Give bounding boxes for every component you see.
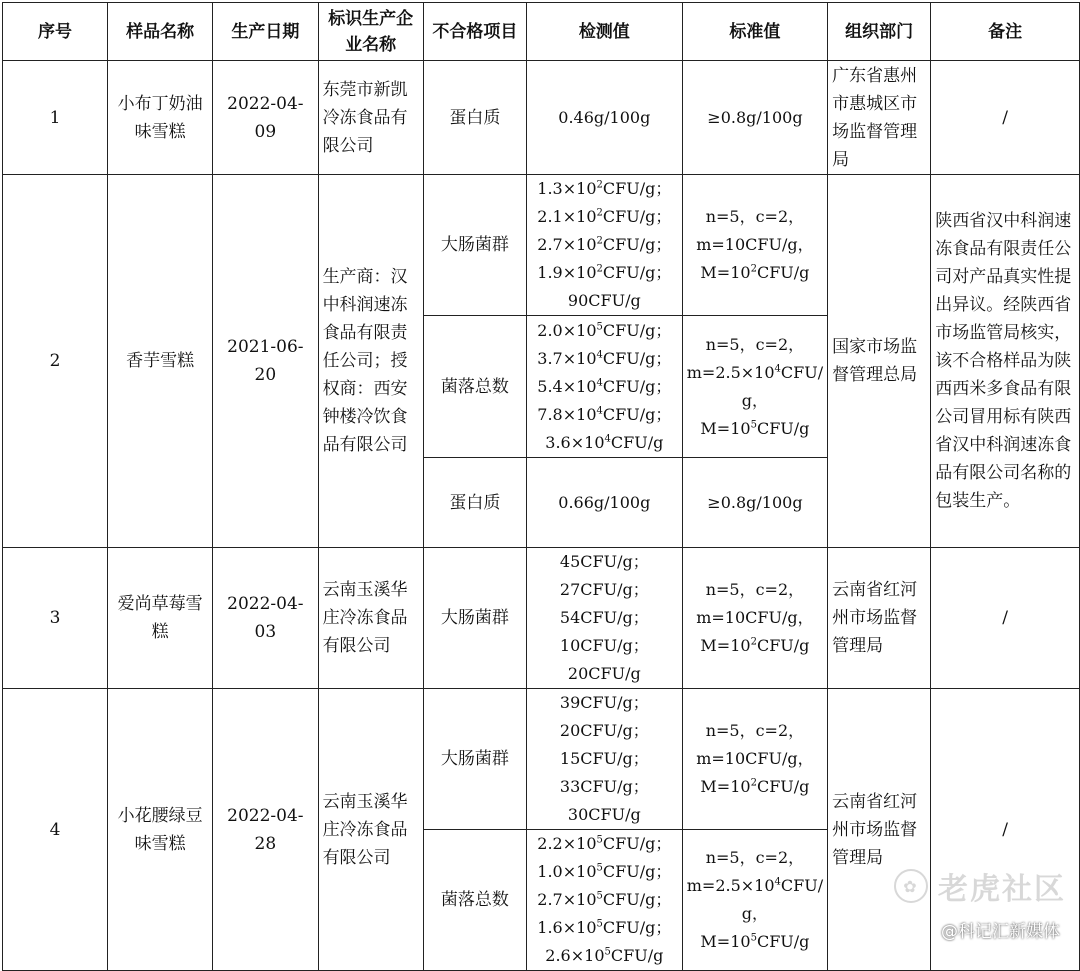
value-line: $2.2\times 10^5CFU/g$； [537,834,672,853]
organization-dept: 国家市场监督管理总局 [828,175,931,548]
value-line: 30CFU/g [567,805,641,824]
detected-value [526,548,682,689]
production-date: 2022-04-09 [213,61,318,175]
failed-item: 蛋白质 [423,458,526,548]
value-line: $1.9\times 10^2CFU/g$； [537,263,672,282]
failed-item: 大肠菌群 [423,175,526,316]
header-name: 样品名称 [108,3,213,61]
value-line: $5.4\times 10^4CFU/g$； [537,376,672,396]
standard-value [682,61,827,175]
standard-value [682,548,827,689]
production-date: 2021-06-20 [213,175,318,548]
remark: / [931,61,1080,175]
value-line: 15CFU/g； [559,749,649,768]
value-line: $3.7\times 10^4CFU/g$； [537,348,672,368]
value-line: $M=10^5CFU/g$ [700,932,810,951]
value-line: $M=10^2CFU/g$ [700,636,810,655]
value-line: $2.6\times 10^5CFU/g$ [545,946,664,965]
header-no: 序号 [3,3,108,61]
value-line: g， [741,904,769,923]
standard-value [682,689,827,830]
row-no: 3 [3,548,108,689]
value-line: $M=10^2CFU/g$ [700,263,810,282]
watermark-logo [894,864,1066,908]
value-line: m=10CFU/g， [696,608,814,627]
watermark-sub: @科记汇新媒体 [941,922,1060,942]
value-line: m=10CFU/g， [696,749,814,768]
detected-value [526,830,682,971]
failed-item: 大肠菌群 [423,689,526,830]
header-date: 生产日期 [213,3,318,61]
value-line: $2.7\times 10^5CFU/g$； [537,890,672,909]
sample-name: 小布丁奶油味雪糕 [108,61,213,175]
value-line: 33CFU/g； [559,777,649,796]
results-table [2,2,1080,971]
header-dept: 组织部门 [828,3,931,61]
production-date: 2022-04-03 [213,548,318,689]
value-line: 0.66g/100g [558,492,651,512]
detected-value [526,175,682,316]
failed-item: 菌落总数 [423,316,526,458]
header-standard: 标准值 [682,3,827,61]
value-line: 27CFU/g； [559,580,649,599]
value-line: n=5，c=2， [705,334,805,354]
value-line: 20CFU/g [567,664,641,683]
organization-dept: 云南省红河州市场监督管理局 [828,548,931,689]
value-line: m=10CFU/g， [696,235,814,254]
table-row [3,175,1080,316]
value-line: 20CFU/g； [559,721,649,740]
remark: / [931,689,1080,971]
failed-item: 菌落总数 [423,830,526,971]
value-line: $m=2.5\times 10^4CFU/$ [686,876,824,895]
detected-value [526,458,682,548]
company-name: 云南玉溪华庄冷冻食品有限公司 [318,548,423,689]
paw-icon: ✿ [894,869,928,903]
standard-value [682,458,827,548]
value-line: 39CFU/g； [559,693,649,712]
row-no: 4 [3,689,108,971]
company-name: 生产商：汉中科润速冻食品有限责任公司；授权商：西安钟楼冷饮食品有限公司 [318,175,423,548]
sample-name: 香芋雪糕 [108,175,213,548]
value-line: ≥0.8g/100g [707,492,803,512]
standard-value [682,830,827,971]
failed-item: 蛋白质 [423,61,526,175]
value-line: $2.7\times 10^2CFU/g$； [537,235,672,254]
row-no: 2 [3,175,108,548]
value-line: $M=10^2CFU/g$ [700,777,810,796]
header-detected: 检测值 [526,3,682,61]
header-company: 标识生产企业名称 [318,3,423,61]
sample-name: 爱尚草莓雪糕 [108,548,213,689]
standard-value [682,316,827,458]
sample-name: 小花腰绿豆味雪糕 [108,689,213,971]
detected-value [526,689,682,830]
value-line: n=5，c=2， [705,721,805,740]
value-line: n=5，c=2， [705,848,805,867]
value-line: $1.3\times 10^2CFU/g$； [537,179,672,198]
value-line: n=5，c=2， [705,580,805,599]
table-row [3,548,1080,689]
value-line: 45CFU/g； [559,552,649,571]
value-line: 10CFU/g； [559,636,649,655]
failed-item: 大肠菌群 [423,548,526,689]
remark: 陕西省汉中科润速冻食品有限责任公司对产品真实性提出异议。经陕西省市场监管局核实，该不合格样品为陕西西米多食品有限公司冒用标有陕西省汉中科润速冻食品有限公司名称的包装生产。 [931,175,1080,548]
value-line: $1.0\times 10^5CFU/g$； [537,862,672,881]
value-line: 54CFU/g； [559,608,649,627]
value-line: $m=2.5\times 10^4CFU/$ [686,362,824,382]
value-line: g， [741,390,769,410]
production-date: 2022-04-28 [213,689,318,971]
value-line: $M=10^5CFU/g$ [700,418,810,438]
value-line: $1.6\times 10^5CFU/g$； [537,918,672,937]
value-line: $7.8\times 10^4CFU/g$； [537,404,672,424]
table-row [3,689,1080,830]
company-name: 云南玉溪华庄冷冻食品有限公司 [318,689,423,971]
value-line: ≥0.8g/100g [707,107,803,127]
value-line: n=5，c=2， [705,207,805,226]
table-row [3,61,1080,175]
company-name: 东莞市新凯冷冻食品有限公司 [318,61,423,175]
value-line: 90CFU/g [567,291,641,310]
value-line: $2.0\times 10^5CFU/g$； [537,320,672,340]
header-item: 不合格项目 [423,3,526,61]
watermark-text: 老虎社区 [938,872,1066,907]
standard-value [682,175,827,316]
detected-value [526,61,682,175]
detected-value [526,316,682,458]
organization-dept: 广东省惠州市惠城区市场监督管理局 [828,61,931,175]
value-line: $2.1\times 10^2CFU/g$； [537,207,672,226]
value-line: $3.6\times 10^4CFU/g$ [545,432,664,452]
row-no: 1 [3,61,108,175]
header-remark: 备注 [931,3,1080,61]
remark: / [931,548,1080,689]
organization-dept: 云南省红河州市场监督管理局 [828,689,931,971]
value-line: 0.46g/100g [558,107,651,127]
header-row [3,3,1080,61]
